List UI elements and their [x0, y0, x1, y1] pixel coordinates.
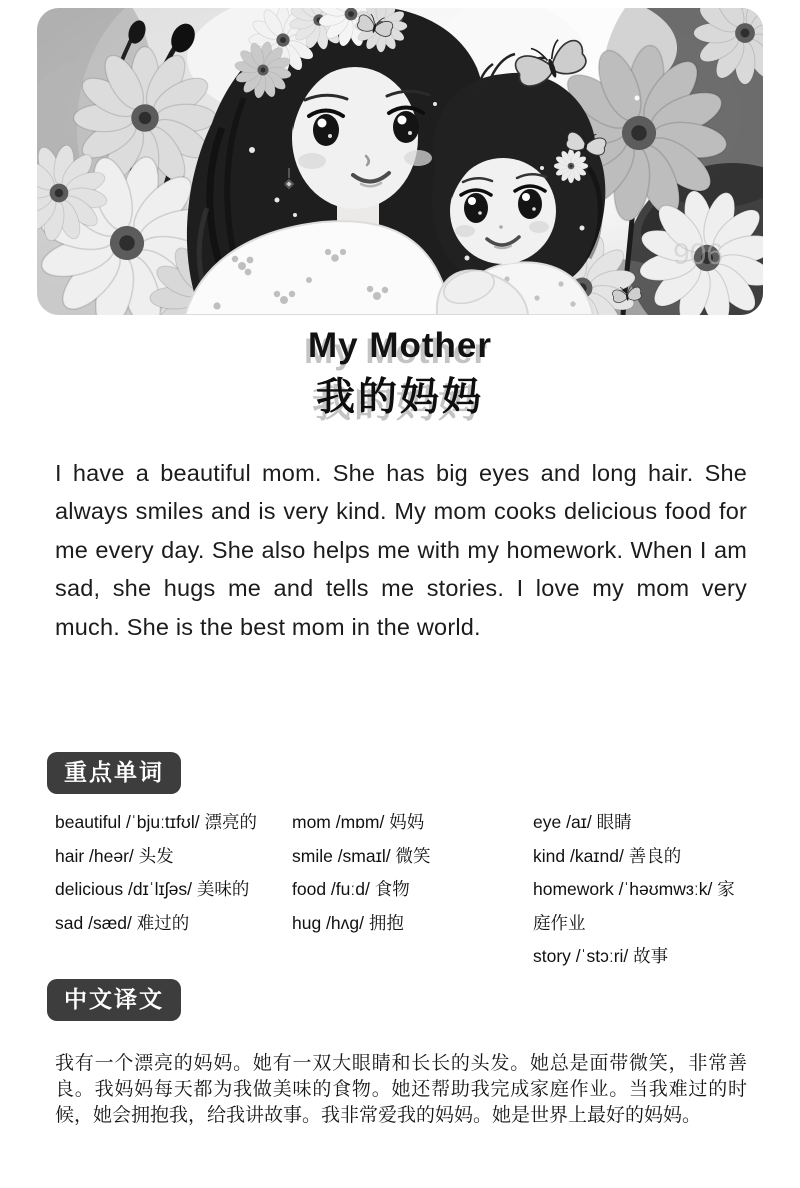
vocab-grid: [55, 806, 755, 974]
vocab-item: hug /hʌg/ 拥抱: [292, 912, 404, 933]
header-illustration: [37, 8, 763, 315]
title-chinese: 我的妈妈: [315, 376, 484, 419]
vocab-item: eye /aɪ/ 眼睛: [533, 812, 632, 832]
title-english: My Mother: [308, 326, 492, 365]
vocab-column-3: [533, 806, 751, 974]
story-paragraph: I have a beautiful mom. She has big eyes and long hair. She always smiles and is very kind. My mom cooks delicious food for me every day. She also helps me with my homework. When I am sad, she hugs me and tells me stories. I love my mom very much. She is the best mom in the world.: [55, 459, 747, 640]
watermark: 906: [673, 238, 724, 271]
vocab-item: food /fuːd/ 食物: [292, 879, 410, 899]
vocab-column-2: [292, 806, 533, 940]
translation-paragraph: 我有一个漂亮的妈妈。她有一双大眼睛和长长的头发。她总是面带微笑，非常善良。我妈妈每天都为我做美味的食物。她还帮助我完成家庭作业。当我难过的时候，她会拥抱我，给我讲故事。我非常爱我的妈妈。她是世界上最好的妈妈。: [55, 1053, 747, 1126]
mother-child-illustration: [37, 8, 763, 315]
vocab-item: smile /smaɪl/ 微笑: [292, 845, 431, 866]
vocab-column-1: [55, 806, 292, 940]
vocab-item: kind /kaɪnd/ 善良的: [533, 845, 682, 866]
vocab-item: mom /mɒm/ 妈妈: [292, 812, 425, 832]
child-face: [450, 130, 556, 264]
translation-section-badge: 中文译文: [47, 979, 181, 1021]
vocab-item: story /ˈstɔːri/ 故事: [533, 946, 669, 966]
vocab-item: homework /ˈhəʊmwɜːk/ 家庭作业: [533, 879, 735, 933]
vocab-item: sad /sæd/ 难过的: [55, 912, 190, 933]
vocab-section-badge: 重点单词: [47, 752, 181, 794]
vocab-item: beautiful /ˈbjuːtɪfʊl/ 漂亮的: [55, 812, 257, 832]
vocab-item: delicious /dɪˈlɪʃəs/ 美味的: [55, 879, 250, 899]
vocab-item: hair /heər/ 头发: [55, 845, 174, 866]
